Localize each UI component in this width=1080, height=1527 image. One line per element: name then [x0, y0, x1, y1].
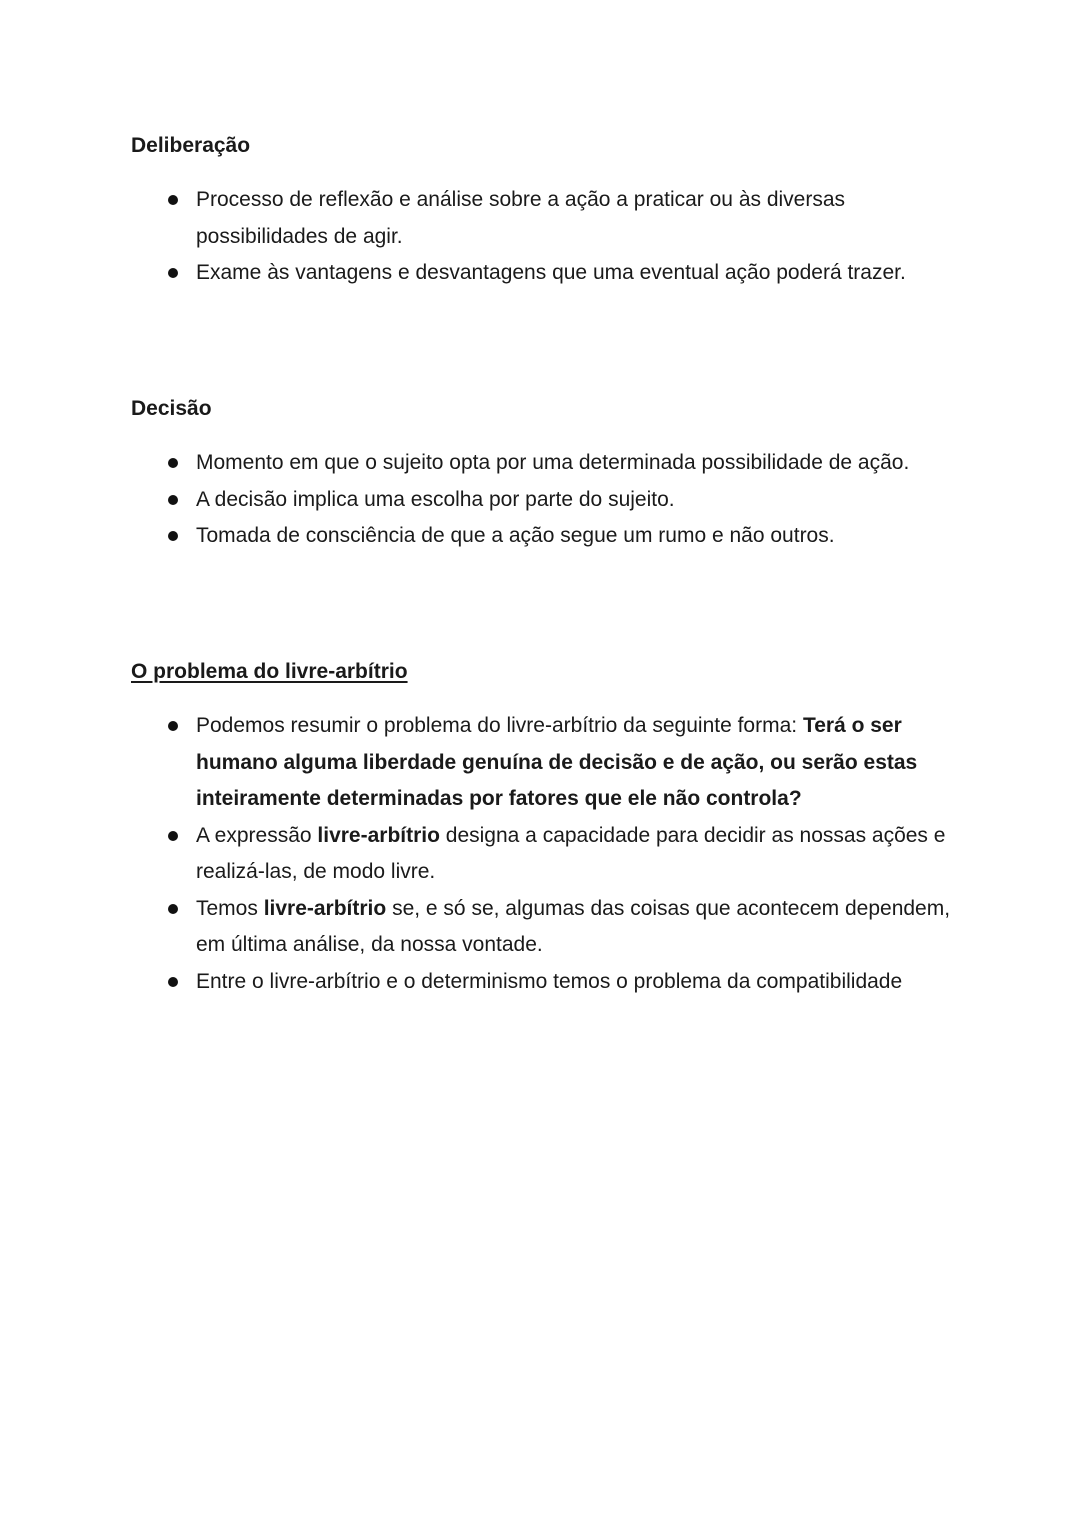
list-item-text: Entre o livre-arbítrio e o determinismo temos o problema da compatibilidade: [196, 969, 903, 993]
bullet-icon: [168, 977, 178, 987]
list-item-text: Exame às vantagens e desvantagens que uma eventual ação poderá trazer.: [196, 261, 906, 284]
list-item-text: se, e só se, algumas das coisas que acontecem dependem, em última análise, da nossa vontade.: [196, 896, 951, 956]
list-item: [131, 891, 961, 964]
bullet-icon: [168, 458, 178, 468]
list-item-bold-text: livre-arbítrio: [317, 823, 440, 847]
list-item-bold-text: Terá o ser humano alguma liberdade genuína de decisão e de ação, ou serão estas inteiramente determinadas por fatores que ele não controla?: [196, 714, 918, 810]
list-item-bold-text: livre-arbítrio: [263, 896, 387, 920]
bullet-icon: [168, 831, 178, 841]
bullet-list: [131, 182, 961, 292]
bullet-icon: [168, 495, 178, 505]
section-heading: Decisão: [131, 397, 212, 420]
list-item-text: Temos: [196, 896, 264, 920]
list-item-text: A decisão implica uma escolha por parte do sujeito.: [196, 487, 675, 511]
list-item: [131, 708, 961, 818]
list-item: [131, 518, 961, 555]
list-item-text: Momento em que o sujeito opta por uma determinada possibilidade de ação.: [196, 451, 910, 474]
list-item: [131, 818, 961, 891]
bullet-list: [131, 708, 961, 1000]
list-item: [131, 964, 961, 1001]
list-item-text: designa a capacidade para decidir as nossas ações e realizá-las, de modo livre.: [196, 823, 946, 883]
bullet-list: [131, 445, 961, 555]
list-item-text: Processo de reflexão e análise sobre a ação a praticar ou às diversas possibilidades de agir.: [196, 188, 846, 248]
list-item: [131, 182, 961, 255]
bullet-icon: [168, 268, 178, 278]
section-heading: O problema do livre-arbítrio: [131, 660, 408, 683]
list-item: [131, 255, 961, 292]
bullet-icon: [168, 721, 178, 731]
list-item-text: A expressão: [196, 823, 318, 847]
list-item-text: Podemos resumir o problema do livre-arbítrio da seguinte forma:: [196, 714, 803, 737]
list-item-text: Tomada de consciência de que a ação segue um rumo e não outros.: [196, 524, 835, 547]
section-deliberacao: [131, 132, 961, 292]
bullet-icon: [168, 195, 178, 205]
list-item: [131, 482, 961, 519]
list-item: [131, 445, 961, 482]
bullet-icon: [168, 531, 178, 541]
section-heading: Deliberação: [131, 134, 251, 157]
section-livre-arbitrio: [131, 658, 961, 1000]
section-decisao: [131, 395, 961, 555]
bullet-icon: [168, 904, 178, 914]
